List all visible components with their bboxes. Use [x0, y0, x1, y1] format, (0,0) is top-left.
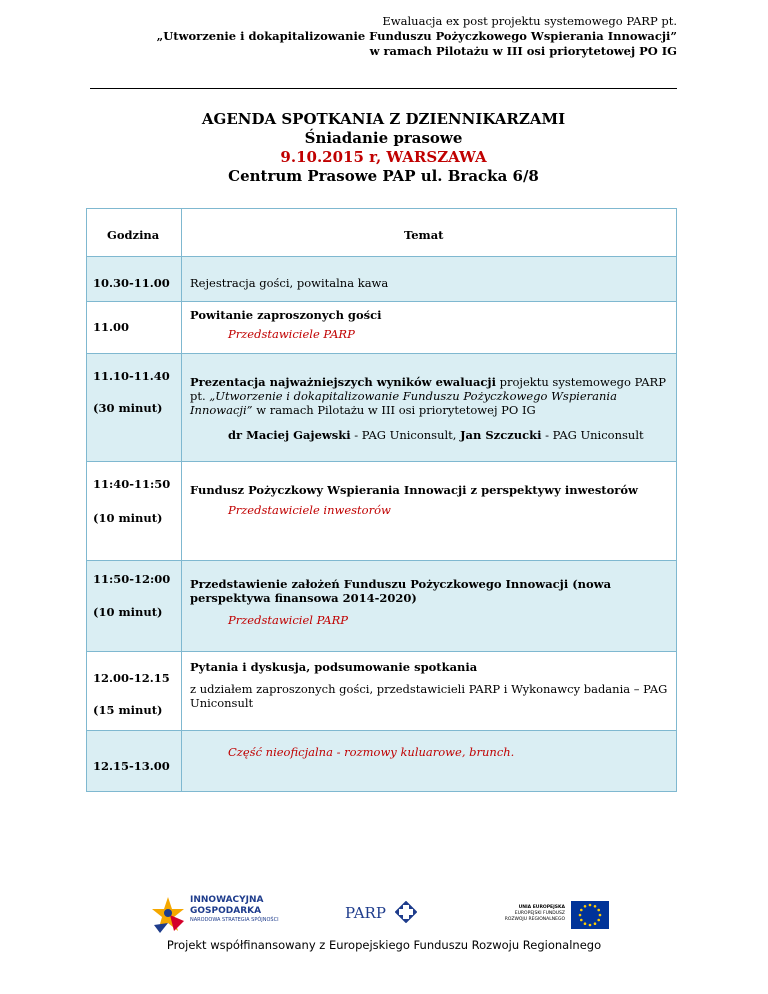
row4-time: 11:40-11:50	[93, 477, 171, 491]
row2-time: 11.00	[93, 320, 130, 334]
row6-topic: Pytania i dyskusja, podsumowanie spotkania	[190, 660, 478, 674]
header-divider	[90, 88, 677, 89]
innowacyjna-gospodarka-logo	[150, 893, 300, 937]
agenda-title: AGENDA SPOTKANIA Z DZIENNIKARZAMI	[201, 110, 566, 128]
parp-logo-text: PARP	[345, 904, 386, 922]
table-row	[87, 354, 677, 462]
row1-topic: Rejestracja gości, powitalna kawa	[190, 276, 389, 290]
row2-topic: Powitanie zaproszonych gości	[190, 308, 382, 322]
header-topic-label: Temat	[404, 228, 444, 242]
row4-speaker: Przedstawiciele inwestorów	[228, 503, 391, 517]
row7-time: 12.15-13.00	[93, 759, 170, 773]
row6-duration: (15 minut)	[93, 703, 163, 717]
row3-time: 11.10-11.40	[93, 369, 170, 383]
row2-speaker: Przedstawiciele PARP	[228, 327, 355, 341]
table-row	[87, 302, 677, 354]
table-row	[87, 652, 677, 731]
event-venue: Centrum Prasowe PAP ul. Bracka 6/8	[228, 167, 539, 185]
table-row	[87, 462, 677, 561]
footer-text: Projekt współfinansowany z Europejskiego Funduszu Rozwoju Regionalnego	[166, 938, 602, 952]
header-line-1: Ewaluacja ex post projektu systemowego PARP pt.	[382, 14, 677, 28]
parp-emblem-icon	[395, 901, 417, 923]
event-name: Śniadanie prasowe	[304, 129, 463, 147]
row6-description: z udziałem zaproszonych gości, przedstawicieli PARP i Wykonawcy badania – PAG Uniconsult	[190, 682, 668, 710]
footer-logos	[150, 893, 620, 937]
header-time-label: Godzina	[107, 228, 160, 242]
document-header	[90, 14, 677, 59]
row5-time: 11:50-12:00	[93, 572, 171, 586]
table-row	[87, 257, 677, 302]
row6-time: 12.00-12.15	[93, 671, 170, 685]
agenda-table	[86, 208, 677, 792]
ig-line-2: GOSPODARKA	[190, 906, 262, 916]
ig-star-icon	[150, 895, 186, 935]
row5-speaker: Przedstawiciel PARP	[228, 613, 349, 627]
event-date-place: 9.10.2015 r, WARSZAWA	[280, 148, 487, 166]
row4-topic: Fundusz Pożyczkowy Wspierania Innowacji z perspektywy inwestorów	[190, 483, 638, 497]
eu-logo	[497, 899, 620, 931]
eu-line-3: ROZWOJU REGIONALNEGO	[504, 917, 565, 922]
eu-line-1: UNIA EUROPEJSKA	[518, 905, 565, 910]
table-row	[87, 731, 677, 792]
row4-duration: (10 minut)	[93, 511, 163, 525]
row3-topic: Prezentacja najważniejszych wyników ewaluacji projektu systemowego PARP pt. „Utworzenie i dokapitalizowanie Funduszu Pożyczkowego Wspierania Innowacji” w ramach Pilotażu w III osi priorytetowej PO IG	[190, 375, 666, 417]
ig-line-1: INNOWACYJNA	[190, 895, 264, 905]
eu-line-2: EUROPEJSKI FUNDUSZ	[514, 911, 565, 916]
header-line-2: „Utworzenie i dokapitalizowanie Funduszu Pożyczkowego Wspierania Innowacji”	[156, 29, 677, 43]
header-cell-time	[87, 209, 182, 257]
row5-topic: Przedstawienie założeń Funduszu Pożyczkowego Innowacji (nowa perspektywa finansowa 2014-2020)	[190, 577, 612, 605]
header-cell-topic	[182, 209, 677, 257]
ig-line-3: NARODOWA STRATEGIA SPÓJNOŚCI	[190, 917, 279, 923]
table-row	[87, 561, 677, 652]
table-header-row	[87, 209, 677, 257]
eu-flag-icon	[571, 901, 609, 929]
row7-topic: Część nieoficjalna - rozmowy kuluarowe, brunch.	[228, 745, 515, 759]
row1-time: 10.30-11.00	[93, 276, 170, 290]
row5-duration: (10 minut)	[93, 605, 163, 619]
row3-duration: (30 minut)	[93, 401, 163, 415]
row3-speakers: dr Maciej Gajewski - PAG Uniconsult, Jan Szczucki - PAG Uniconsult	[228, 428, 644, 442]
header-line-3: w ramach Pilotażu w III osi priorytetowej PO IG	[369, 44, 677, 58]
agenda-title-block	[90, 110, 677, 186]
parp-logo	[345, 903, 425, 929]
